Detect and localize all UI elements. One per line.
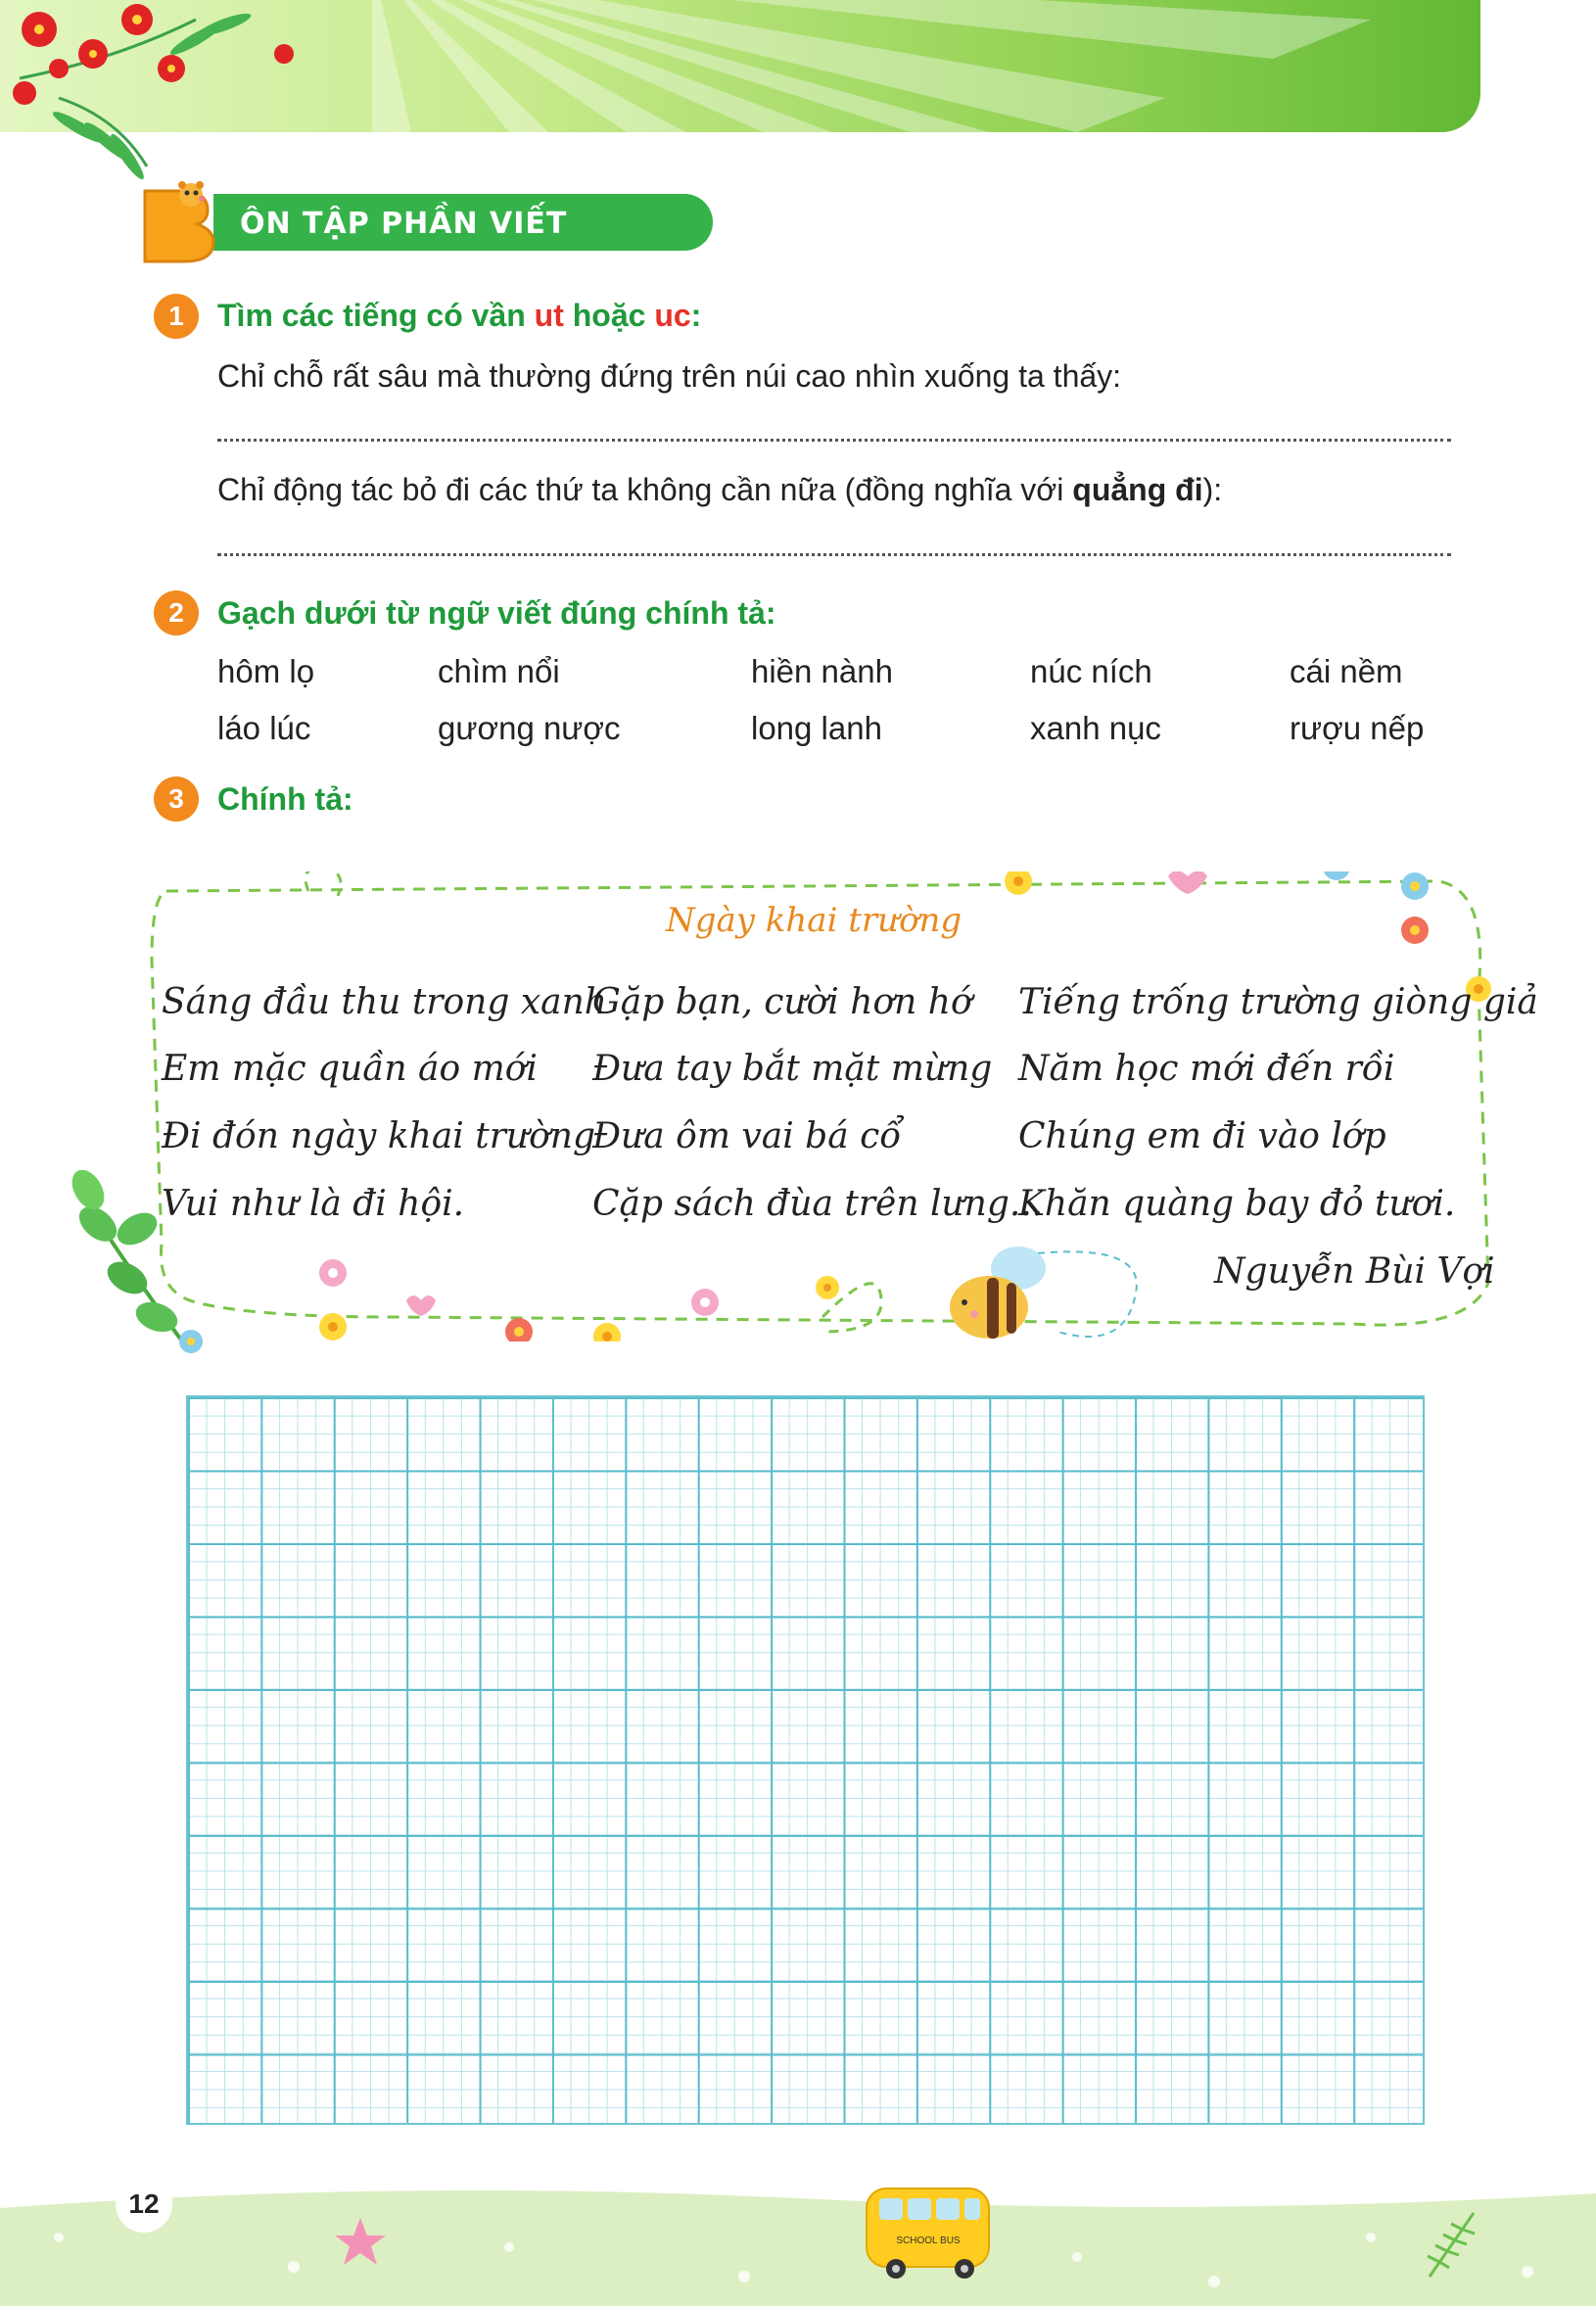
q1-title-mid: hoặc [572,298,646,333]
page-number: 12 [116,2176,172,2233]
q1-rhyme-uc: uc [654,298,691,333]
poem-line: Tiếng trống trường giòng giả [1018,982,1538,1022]
q1-rhyme-ut: ut [534,298,564,333]
word-item[interactable]: cái nềm [1290,653,1403,689]
bee-icon [950,1247,1046,1339]
q1-title-suffix: : [690,298,702,333]
poem-line: Chúng em đi vào lớp [1018,1116,1386,1156]
q1-title-prefix: Tìm các tiếng có vần [217,298,526,333]
poem-line: Cặp sách đùa trên lưng... [592,1184,1044,1224]
bottom-grass-decoration [0,2179,1596,2306]
poem-line: Đi đón ngày khai trường [162,1116,596,1156]
q1-prompt-2-after: ): [1202,472,1223,507]
word-item[interactable]: rượu nếp [1290,710,1425,746]
word-item[interactable]: long lanh [751,710,882,746]
poem-line: Vui như là đi hội. [162,1184,465,1224]
q1-prompt-2 [217,472,1222,508]
question-1-title [217,298,701,334]
q1-prompt-1: Chỉ chỗ rất sâu mà thường đứng trên núi cao nhìn xuống ta thấy: [217,358,1122,394]
poem-author: Nguyễn Bùi Vợi [1214,1251,1495,1292]
question-1-badge: 1 [154,294,199,339]
handwriting-practice-grid[interactable] [186,1395,1425,2125]
answer-line-1[interactable] [217,439,1451,442]
word-item[interactable]: xanh nục [1030,710,1161,746]
poem-title: Ngày khai trường [666,901,962,940]
section-header [137,181,587,264]
word-item[interactable]: láo lúc [217,710,311,746]
word-item[interactable]: gương nược [438,710,621,746]
word-item[interactable]: hiền nành [751,653,893,689]
question-3-title: Chính tả: [217,781,353,817]
poem-line: Đưa tay bắt mặt mừng [592,1049,993,1089]
poem-line: Năm học mới đến rồi [1018,1049,1395,1089]
word-list [217,651,1490,769]
poem-line: Gặp bạn, cười hơn hớ [592,982,972,1022]
flower-branch-decoration [0,0,323,181]
poem-line: Đưa ôm vai bá cổ [592,1116,902,1156]
word-item[interactable]: hôm lọ [217,653,315,689]
word-item[interactable]: chìm nổi [438,653,560,689]
question-2-badge: 2 [154,590,199,635]
q1-prompt-2-bold: quẳng đi [1072,472,1203,507]
answer-line-2[interactable] [217,553,1451,556]
poem-line: Khăn quàng bay đỏ tươi. [1018,1184,1456,1224]
bus-label: SCHOOL BUS [896,2235,961,2246]
q1-prompt-2-before: Chỉ động tác bỏ đi các thứ ta không cần nữa (đồng nghĩa với [217,472,1064,507]
word-item[interactable]: núc ních [1030,653,1152,689]
letter-b-mascot-icon [137,181,225,264]
section-title: ÔN TẬP PHẦN VIẾT [240,207,568,241]
poem-line: Em mặc quần áo mới [162,1049,538,1089]
school-bus-icon [867,2188,989,2279]
question-2-title: Gạch dưới từ ngữ viết đúng chính tả: [217,595,776,631]
poem-line: Sáng đầu thu trong xanh [162,982,607,1022]
question-3-badge: 3 [154,777,199,822]
